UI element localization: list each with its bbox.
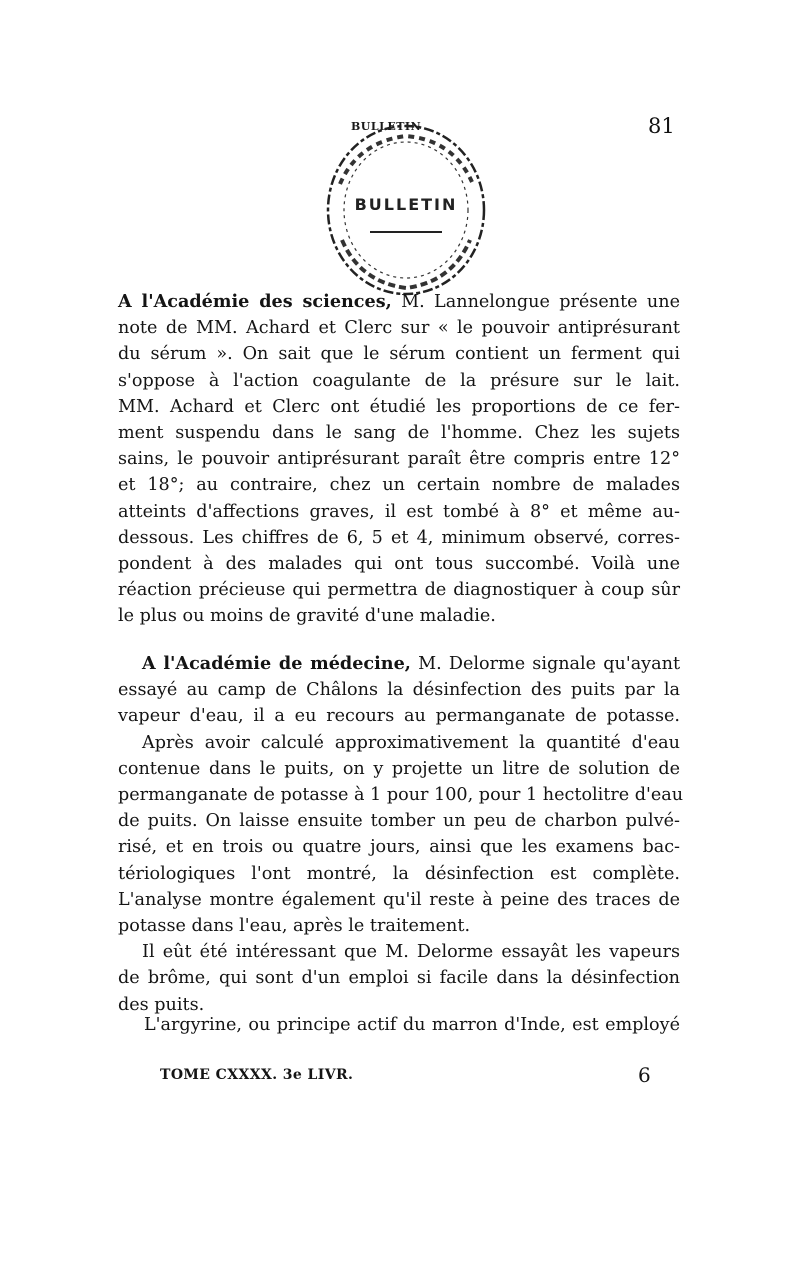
text-line: réaction précieuse qui permettra de diagnostiquer à coup sûr [118, 580, 680, 601]
text-line: vapeur d'eau, il a eu recours au permanganate de potasse. [118, 706, 680, 727]
text-line: permanganate de potasse à 1 pour 100, pour 1 hectolitre d'eau [118, 785, 684, 806]
text-line: A l'Académie de médecine, M. Delorme signale qu'ayant [142, 653, 681, 674]
text-line: des puits. [118, 994, 205, 1015]
signature-mark: 6 [638, 1063, 652, 1087]
text-line: du sérum ». On sait que le sérum contient un ferment qui [118, 344, 680, 365]
text-line: Il eût été intéressant que M. Delorme essayât les vapeurs [142, 942, 680, 963]
paragraph-academie-medecine [118, 651, 684, 1018]
page-number: 81 [648, 114, 675, 138]
text-line: risé, et en trois ou quatre jours, ainsi que les examens bac- [118, 837, 680, 858]
text-line: s'oppose à l'action coagulante de la présure sur le lait. [118, 370, 680, 391]
text-line: tériologiques l'ont montré, la désinfection est complète. [118, 863, 680, 884]
text-line: sains, le pouvoir antiprésurant paraît être compris entre 12° [118, 449, 680, 470]
text-line: L'argyrine, ou principe actif du marron d'Inde, est employé [144, 1015, 680, 1035]
text-line: de brôme, qui sont d'un emploi si facile dans la désinfection [118, 968, 680, 989]
library-stamp-icon [318, 122, 493, 302]
stamp-center-text: BULLETIN [354, 195, 458, 214]
text-line: et 18°; au contraire, chez un certain nombre de malades [118, 475, 680, 496]
text-line: essayé au camp de Châlons la désinfection des puits par la [118, 680, 680, 701]
text-line: contenue dans le puits, on y projette un litre de solution de [118, 758, 680, 779]
text-line: note de MM. Achard et Clerc sur « le pouvoir antiprésurant [118, 318, 680, 339]
paragraph-argyrine [118, 1012, 680, 1038]
paragraph-academie-sciences [118, 289, 680, 630]
text-line: A l'Académie des sciences, M. Lannelongue présente une [118, 291, 680, 312]
tome-label: TOME CXXXX. 3e LIVR. [160, 1067, 354, 1083]
bold-lead: A l'Académie des sciences, [118, 291, 392, 312]
text-line: pondent à des malades qui ont tous succombé. Voilà une [118, 554, 680, 575]
text-line: potasse dans l'eau, après le traitement. [118, 916, 471, 937]
text-line: dessous. Les chiffres de 6, 5 et 4, minimum observé, corres- [118, 527, 680, 548]
text-line: MM. Achard et Clerc ont étudié les proportions de ce fer- [118, 396, 680, 417]
text-line: L'analyse montre également qu'il reste à peine des traces de [118, 889, 680, 910]
running-head: BULLETIN [351, 120, 422, 133]
library-stamp [318, 122, 493, 302]
text-line: atteints d'affections graves, il est tombé à 8° et même au- [118, 501, 680, 522]
text-line: de puits. On laisse ensuite tomber un peu de charbon pulvé- [118, 811, 680, 832]
text-line: Après avoir calculé approximativement la quantité d'eau [142, 732, 680, 753]
text-line: le plus ou moins de gravité d'une maladie. [118, 606, 496, 627]
bold-lead: A l'Académie de médecine, [142, 653, 411, 674]
text-line: ment suspendu dans le sang de l'homme. Chez les sujets [118, 423, 680, 444]
